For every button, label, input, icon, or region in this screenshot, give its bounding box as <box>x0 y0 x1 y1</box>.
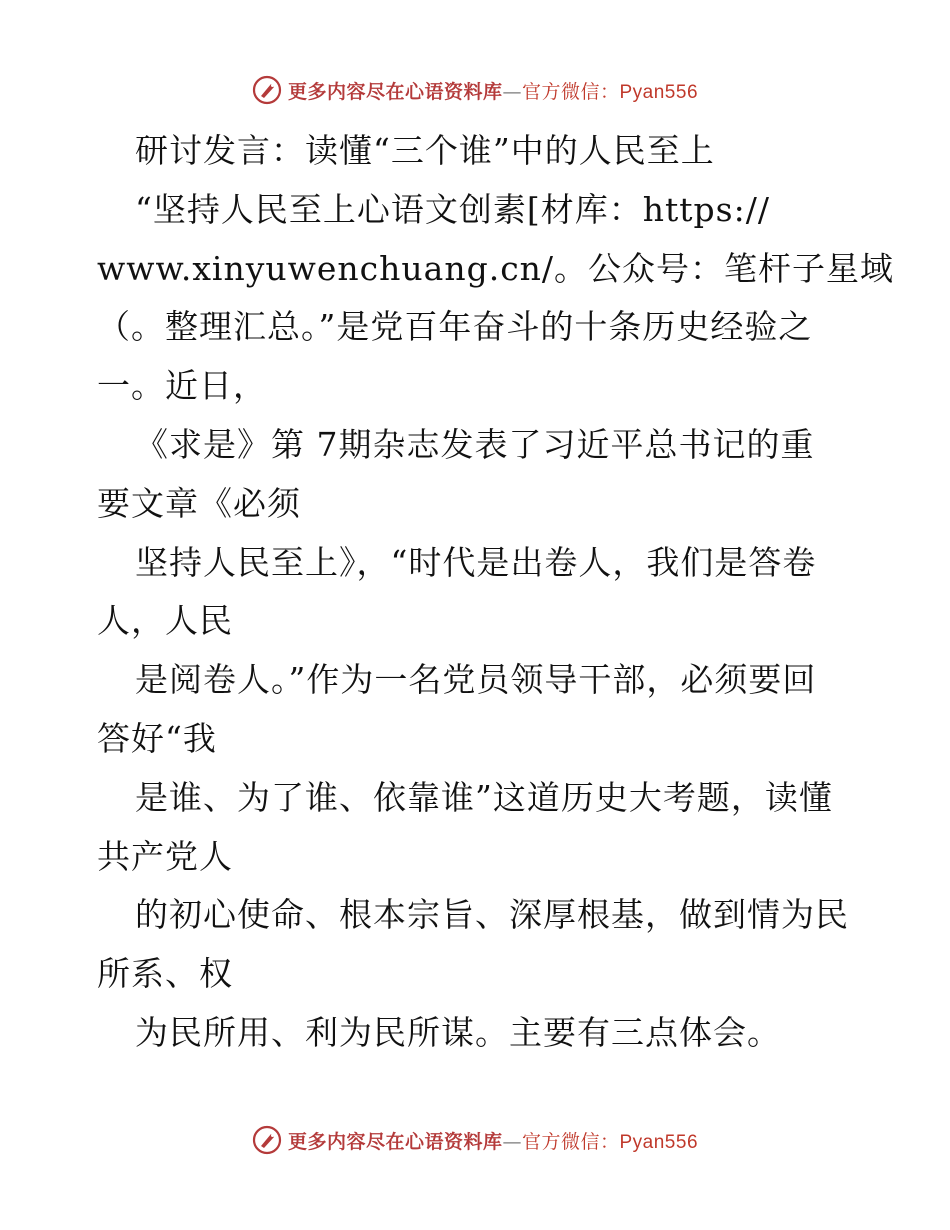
paragraph-line: 是谁、为了谁、依靠谁”这道历史大考题，读懂 <box>135 777 833 817</box>
paragraph-line: 一。近日， <box>97 366 267 406</box>
header-banner <box>0 70 950 110</box>
header-banner-text <box>288 77 698 104</box>
paragraph-line: “坚持人民至上心语文创素[材库：https:// <box>135 189 770 229</box>
footer-banner <box>0 1120 950 1160</box>
paragraph-line: www.xinyuwenchuang.cn/。公众号：笔杆子星域 <box>97 248 895 288</box>
document-body <box>97 122 895 1063</box>
paragraph-line: （。整理汇总。”是党百年奋斗的十条历史经验之 <box>97 307 813 347</box>
header-contact: 官方微信：Pyan556 <box>522 81 699 103</box>
paragraph-line: 所系、权 <box>97 954 233 994</box>
footer-slogan: 更多内容尽在心语资料库 <box>287 1130 503 1153</box>
footer-banner-text <box>288 1127 698 1154</box>
pen-nib-logo-icon <box>252 1125 282 1155</box>
header-separator: — <box>502 80 522 103</box>
pen-nib-logo-icon <box>252 75 282 105</box>
paragraph-line: 的初心使命、根本宗旨、深厚根基，做到情为民 <box>135 895 849 935</box>
paragraph-line: 为民所用、利为民所谋。主要有三点体会。 <box>135 1012 781 1052</box>
footer-contact: 官方微信：Pyan556 <box>522 1131 699 1153</box>
paragraph-line: 人，人民 <box>97 601 233 641</box>
paragraph-line: 是阅卷人。”作为一名党员领导干部，必须要回 <box>135 660 817 700</box>
paragraph-line: 要文章《必须 <box>97 483 301 523</box>
paragraph-line: 答好“我 <box>97 718 217 758</box>
paragraph-line: 坚持人民至上》，“时代是出卷人，我们是答卷 <box>135 542 817 582</box>
paragraph-line: 共产党人 <box>97 836 233 876</box>
paragraph-line: 《求是》第 7期杂志发表了习近平总书记的重 <box>135 424 815 464</box>
header-slogan: 更多内容尽在心语资料库 <box>287 80 503 103</box>
footer-separator: — <box>502 1130 522 1153</box>
document-title: 研讨发言：读懂“三个谁”中的人民至上 <box>135 131 715 170</box>
